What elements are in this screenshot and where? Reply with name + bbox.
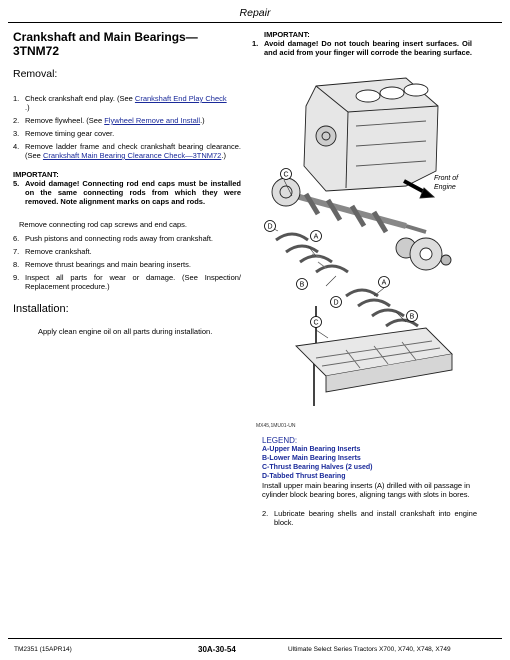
- footer-rule: [8, 638, 502, 639]
- list-item: 6. Push pistons and connecting rods away from crankshaft.: [13, 234, 214, 243]
- page-title: Crankshaft and Main Bearings—3TNM72: [13, 30, 198, 58]
- section-title: Repair: [239, 7, 271, 19]
- list-item: 9. Inspect all parts for wear or damage. (See Inspection/ Replacement procedure.): [13, 273, 241, 291]
- exploded-diagram: [256, 76, 472, 429]
- note-text: Remove connecting rod cap screws and end caps.: [19, 220, 188, 229]
- legend: [262, 436, 477, 531]
- legend-item: B-Lower Main Bearing Inserts: [262, 455, 361, 462]
- legend-item: A-Upper Main Bearing Inserts: [262, 446, 361, 453]
- front-of-engine-label: Front of: [434, 175, 459, 182]
- removal-steps: [13, 94, 241, 291]
- list-item: 2. Lubricate bearing shells and install crankshaft into engine block.: [262, 509, 477, 527]
- right-column: [252, 30, 472, 61]
- link-crankshaft-end-play[interactable]: Crankshaft End Play Check: [134, 94, 227, 103]
- front-of-engine-label-2: Engine: [434, 184, 456, 191]
- list-item: 4. Remove ladder frame and check crankshaft bearing clearance. (See Crankshaft Main Bearing Clearance Check—3TNM72.): [13, 142, 241, 160]
- legend-title: LEGEND:: [262, 436, 298, 445]
- legend-instruction: Install upper main bearing inserts (A) drilled with oil passage in cylinder block bearing bores, aligning tangs with slots in bores.: [262, 481, 471, 499]
- callout-a-lower-label: A: [381, 279, 387, 287]
- list-item: 1. Avoid damage! Do not touch bearing insert surfaces. Oil and acid from your finger will corrode the bearing surface.: [252, 39, 472, 57]
- right-steps: [252, 39, 472, 57]
- list-item: 8. Remove thrust bearings and main bearing inserts.: [13, 260, 191, 269]
- callout-a-label: A: [313, 233, 319, 241]
- important-label: IMPORTANT:: [264, 30, 310, 39]
- installation-heading: Installation:: [13, 303, 69, 315]
- link-main-bearing-clearance[interactable]: Crankshaft Main Bearing Clearance Check—3TNM72: [42, 151, 222, 160]
- legend-item: D-Tabbed Thrust Bearing: [262, 473, 346, 480]
- link-flywheel[interactable]: Flywheel Remove and Install: [104, 116, 201, 125]
- header-rule: [8, 22, 502, 23]
- page-footer: [0, 630, 510, 660]
- list-item: 2. Remove flywheel. (See Flywheel Remove and Install.): [13, 116, 205, 125]
- important-label: IMPORTANT:: [13, 170, 59, 179]
- list-item: 7. Remove crankshaft.: [13, 247, 92, 256]
- callout-c-lower-label: C: [313, 319, 319, 327]
- engine-block-illustration: [256, 76, 472, 418]
- callout-c-label: C: [283, 171, 289, 179]
- product-line: Ultimate Select Series Tractors X700, X740, X748, X749: [288, 646, 451, 653]
- figure-id: MX45,1MU01-UN: [256, 423, 296, 429]
- list-item: 3. Remove timing gear cover.: [13, 129, 115, 138]
- removal-heading: Removal:: [13, 68, 58, 80]
- legend-item: C-Thrust Bearing Halves (2 used): [262, 464, 373, 471]
- list-item: 5. Avoid damage! Connecting rod end caps must be installed on the same connecting rods from which they were removed. Note alignment marks on caps and rods.: [13, 179, 241, 206]
- list-item: 1. Check crankshaft end play. (See Crankshaft End Play Check .): [13, 94, 227, 112]
- callout-b-lower-label: B: [409, 313, 415, 321]
- installation-text: Apply clean engine oil on all parts during installation.: [38, 327, 213, 336]
- left-column: [13, 30, 241, 336]
- callout-b-label: B: [299, 281, 305, 289]
- callout-d-label: D: [267, 223, 273, 231]
- manual-id: TM2351 (15APR14): [14, 646, 72, 653]
- page-number: 30A-30-54: [198, 645, 236, 654]
- callout-d-lower-label: D: [333, 299, 339, 307]
- page-header: [0, 0, 510, 22]
